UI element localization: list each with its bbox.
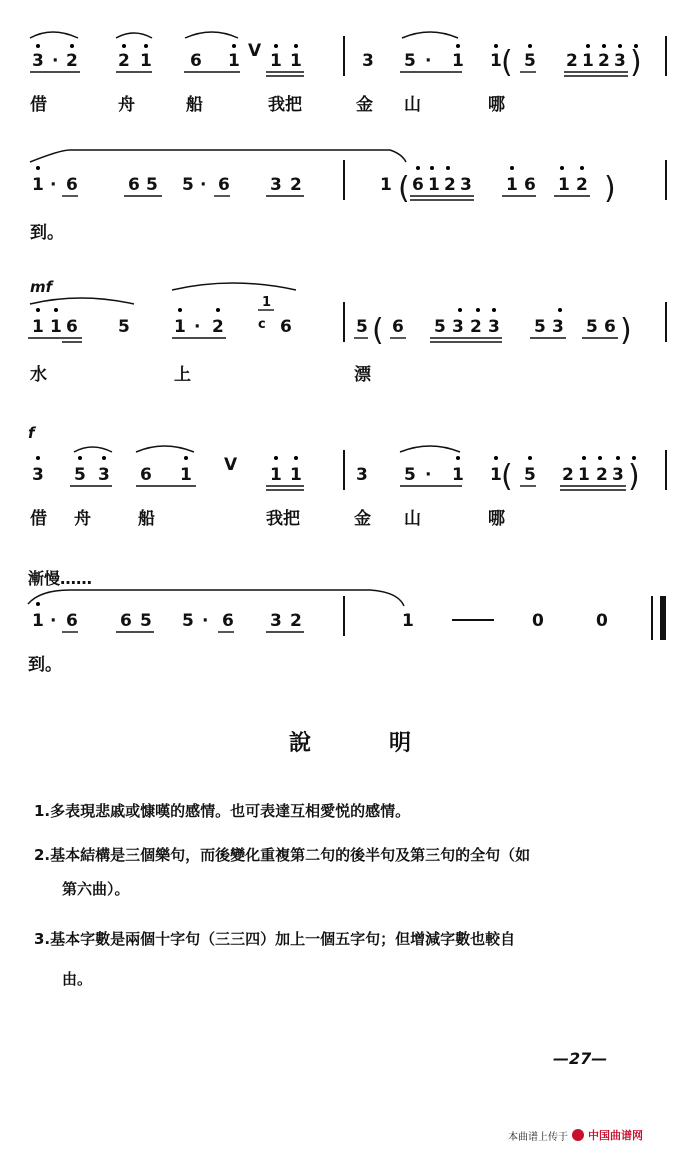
svg-text:2: 2: [118, 51, 130, 71]
svg-text:1: 1: [506, 175, 518, 195]
svg-text:3: 3: [452, 317, 464, 337]
note-1: 1.多表現悲戚或慷嘆的感情。也可表達互相愛悦的感情。: [34, 802, 411, 820]
svg-text:(: (: [372, 313, 384, 348]
svg-text:2: 2: [290, 611, 302, 631]
note-2: 2.基本結構是三個樂句，而後變化重複第二句的後半句及第三句的全句（如: [34, 846, 531, 864]
lyric: 哪: [488, 509, 505, 529]
svg-text:c: c: [258, 317, 266, 332]
svg-text:·: ·: [52, 51, 59, 71]
svg-text:1: 1: [490, 51, 502, 71]
svg-text:6: 6: [392, 317, 404, 337]
svg-text:2: 2: [566, 51, 578, 71]
svg-text:6: 6: [222, 611, 234, 631]
lyric: 哪: [488, 95, 505, 115]
svg-text:1: 1: [402, 611, 414, 631]
svg-text:5: 5: [534, 317, 546, 337]
svg-text:2: 2: [290, 175, 302, 195]
svg-text:6: 6: [218, 175, 230, 195]
svg-text:1: 1: [428, 175, 440, 195]
svg-text:): ): [628, 459, 640, 494]
svg-text:(: (: [501, 45, 513, 80]
svg-text:): ): [620, 313, 632, 348]
svg-text:6: 6: [140, 465, 152, 485]
svg-text:3: 3: [612, 465, 624, 485]
svg-text:5: 5: [586, 317, 598, 337]
svg-text:1: 1: [140, 51, 152, 71]
svg-text:1: 1: [50, 317, 62, 337]
lyric: 金: [354, 509, 371, 529]
svg-text:2: 2: [444, 175, 456, 195]
svg-text:): ): [604, 171, 616, 206]
svg-text:1: 1: [32, 611, 44, 631]
footer-label: 本曲谱上传于: [508, 1131, 568, 1143]
svg-text:·: ·: [50, 611, 57, 631]
lyric: 山: [404, 509, 421, 529]
svg-text:1: 1: [380, 175, 392, 195]
svg-text:V: V: [248, 41, 262, 61]
svg-text:1: 1: [490, 465, 502, 485]
lyric: 金: [356, 95, 373, 115]
dynamic-marking: f: [28, 424, 35, 442]
svg-text:1: 1: [262, 295, 272, 310]
svg-text:6: 6: [280, 317, 292, 337]
svg-text:0: 0: [596, 611, 608, 631]
footer-credit: [508, 1127, 643, 1143]
svg-text:1: 1: [290, 465, 302, 485]
svg-text:5: 5: [524, 465, 536, 485]
lyric: 漂: [354, 365, 371, 385]
lyric: 我把: [268, 95, 302, 115]
svg-text:3: 3: [362, 51, 374, 71]
score-row-2: [30, 150, 666, 243]
score-row-4: [28, 424, 666, 529]
svg-text:5: 5: [434, 317, 446, 337]
svg-text:6: 6: [66, 611, 78, 631]
svg-text:1: 1: [228, 51, 240, 71]
lyric: 船: [138, 509, 155, 529]
svg-text:1: 1: [32, 175, 44, 195]
lyric: 上: [174, 365, 191, 385]
svg-text:6: 6: [66, 175, 78, 195]
dynamic-marking: mf: [30, 278, 53, 296]
svg-text:1: 1: [578, 465, 590, 485]
lyric: 我把: [266, 509, 300, 529]
note-3: 3.基本字數是兩個十字句（三三四）加上一個五字句；但增減字數也較自: [34, 930, 516, 948]
svg-text:1: 1: [32, 317, 44, 337]
svg-text:5: 5: [182, 175, 194, 195]
svg-text:1: 1: [180, 465, 192, 485]
svg-text:3: 3: [32, 51, 44, 71]
tempo-marking: 漸慢……: [28, 569, 93, 588]
svg-text:5: 5: [146, 175, 158, 195]
note-2-continuation: 第六曲）。: [62, 880, 130, 898]
svg-text:2: 2: [66, 51, 78, 71]
svg-text:3: 3: [32, 465, 44, 485]
svg-text:5: 5: [140, 611, 152, 631]
svg-text:6: 6: [128, 175, 140, 195]
svg-text:3: 3: [270, 175, 282, 195]
page-number: —27—: [553, 1049, 608, 1068]
svg-text:·: ·: [200, 175, 207, 195]
svg-text:2: 2: [576, 175, 588, 195]
svg-text:(: (: [501, 459, 513, 494]
lyric: 借: [30, 509, 47, 529]
svg-text:2: 2: [470, 317, 482, 337]
svg-text:1: 1: [582, 51, 594, 71]
svg-text:6: 6: [412, 175, 424, 195]
lyric: 水: [30, 365, 47, 385]
svg-text:5: 5: [404, 51, 416, 71]
svg-text:6: 6: [66, 317, 78, 337]
svg-text:2: 2: [212, 317, 224, 337]
score-row-5: [28, 569, 666, 675]
lyric: 船: [186, 95, 203, 115]
svg-text:2: 2: [598, 51, 610, 71]
svg-text:V: V: [224, 455, 238, 475]
lyric: 舟: [74, 509, 91, 529]
svg-text:5: 5: [182, 611, 194, 631]
lyric: 舟: [118, 95, 135, 115]
svg-text:): ): [630, 45, 642, 80]
lyric: 借: [30, 95, 47, 115]
svg-text:·: ·: [202, 611, 209, 631]
svg-text:3: 3: [488, 317, 500, 337]
score-row-1: [30, 32, 666, 115]
lyric: 到。: [30, 223, 64, 243]
svg-text:6: 6: [524, 175, 536, 195]
svg-text:6: 6: [604, 317, 616, 337]
svg-text:1: 1: [452, 465, 464, 485]
svg-text:·: ·: [425, 51, 432, 71]
svg-text:5: 5: [356, 317, 368, 337]
svg-text:(: (: [398, 171, 410, 206]
svg-text:1: 1: [174, 317, 186, 337]
svg-text:5: 5: [74, 465, 86, 485]
lyric: 山: [404, 95, 421, 115]
svg-text:1: 1: [290, 51, 302, 71]
svg-text:6: 6: [190, 51, 202, 71]
svg-text:5: 5: [404, 465, 416, 485]
svg-text:3: 3: [270, 611, 282, 631]
svg-text:1: 1: [270, 51, 282, 71]
lyric: 到。: [28, 655, 62, 675]
svg-text:·: ·: [194, 317, 201, 337]
svg-text:0: 0: [532, 611, 544, 631]
svg-text:3: 3: [356, 465, 368, 485]
svg-text:1: 1: [270, 465, 282, 485]
svg-text:·: ·: [50, 175, 57, 195]
svg-text:5: 5: [524, 51, 536, 71]
svg-text:3: 3: [614, 51, 626, 71]
svg-text:3: 3: [552, 317, 564, 337]
svg-text:3: 3: [460, 175, 472, 195]
svg-text:3: 3: [98, 465, 110, 485]
svg-text:·: ·: [425, 465, 432, 485]
svg-text:6: 6: [120, 611, 132, 631]
score-row-3: [28, 278, 666, 385]
svg-text:2: 2: [596, 465, 608, 485]
svg-text:1: 1: [452, 51, 464, 71]
note-3-continuation: 由。: [62, 970, 93, 988]
footer-site[interactable]: 中国曲谱网: [588, 1129, 643, 1142]
section-title: 說明: [288, 731, 489, 756]
site-logo-icon: [572, 1129, 584, 1141]
svg-text:2: 2: [562, 465, 574, 485]
svg-text:5: 5: [118, 317, 130, 337]
svg-text:1: 1: [558, 175, 570, 195]
